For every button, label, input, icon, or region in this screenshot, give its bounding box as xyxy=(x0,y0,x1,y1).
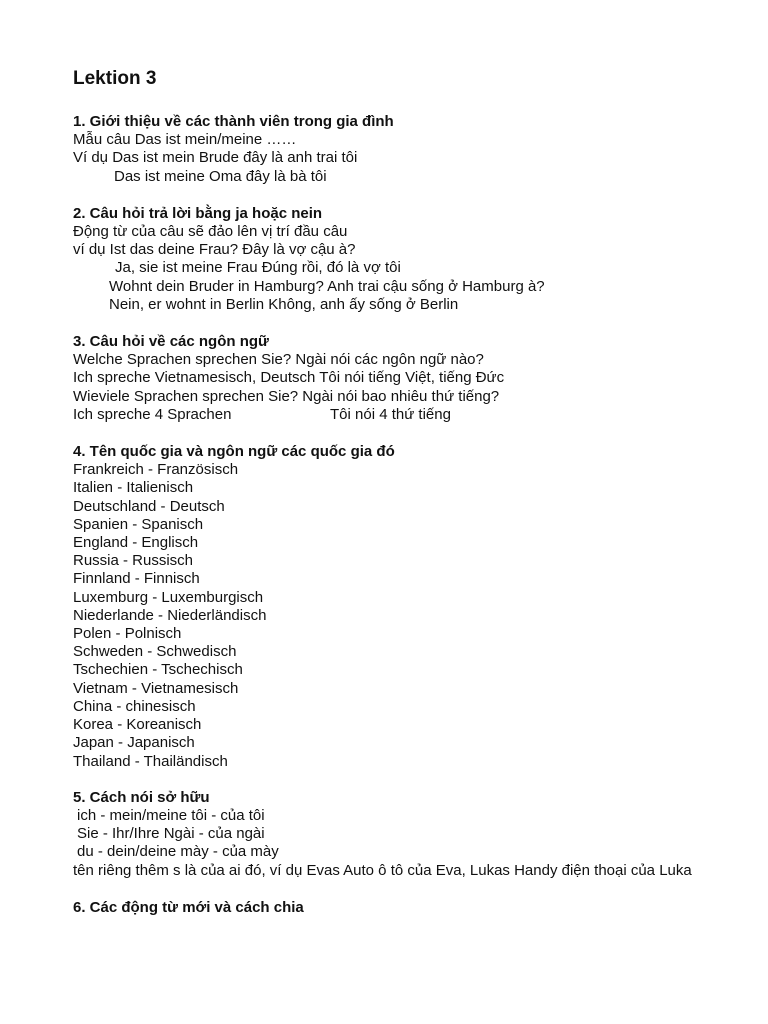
text-line: du - dein/deine mày - của mày xyxy=(77,843,279,861)
list-item: Spanien - Spanisch xyxy=(73,515,204,533)
text-line: Welche Sprachen sprechen Sie? Ngài nói các ngôn ngữ nào? xyxy=(73,351,484,369)
list-item: Italien - Italienisch xyxy=(73,479,194,497)
text-line: ví dụ Ist das deine Frau? Đây là vợ cậu à? xyxy=(73,241,356,259)
text-line: Ví dụ Das ist mein Brude đây là anh trai tôi xyxy=(73,149,358,167)
list-item: Luxemburg - Luxemburgisch xyxy=(73,588,264,606)
text-line: Nein, er wohnt in Berlin Không, anh ấy sống ở Berlin xyxy=(109,295,459,313)
section-2 xyxy=(73,205,693,314)
list-item: Schweden - Schwedisch xyxy=(73,643,237,661)
text-line: Sie - Ihr/Ihre Ngài - của ngài xyxy=(77,825,265,843)
text-line: Ich spreche Vietnamesisch, Deutsch Tôi nói tiếng Việt, tiếng Đức xyxy=(73,369,505,387)
document-page xyxy=(73,66,693,917)
list-item: Japan - Japanisch xyxy=(73,734,195,752)
list-item: Russia - Russisch xyxy=(73,552,194,570)
section-heading: 6. Các động từ mới và cách chia xyxy=(73,898,304,916)
list-item: Polen - Polnisch xyxy=(73,625,182,643)
section-5 xyxy=(73,789,693,880)
list-item: Deutschland - Deutsch xyxy=(73,497,225,515)
tab-left-text: Ich spreche 4 Sprachen xyxy=(73,405,232,423)
section-4 xyxy=(73,443,693,771)
section-heading: 1. Giới thiệu về các thành viên trong gia đình xyxy=(73,113,394,130)
section-heading: 3. Câu hỏi về các ngôn ngữ xyxy=(73,333,269,351)
section-heading: 4. Tên quốc gia và ngôn ngữ các quốc gia đó xyxy=(73,443,395,461)
list-item: Thailand - Thailändisch xyxy=(73,752,228,770)
list-item: Frankreich - Französisch xyxy=(73,461,239,479)
list-item: Niederlande - Niederländisch xyxy=(73,606,267,624)
page-title: Lektion 3 xyxy=(73,68,157,89)
list-item: Tschechien - Tschechisch xyxy=(73,661,243,679)
section-1 xyxy=(73,113,693,186)
section-6 xyxy=(73,899,693,917)
section-3 xyxy=(73,333,693,424)
text-line: Động từ của câu sẽ đảo lên vị trí đầu câu xyxy=(73,223,348,241)
list-item: China - chinesisch xyxy=(73,697,196,715)
section-heading: 5. Cách nói sở hữu xyxy=(73,788,210,806)
list-item: Korea - Koreanisch xyxy=(73,716,202,734)
text-line xyxy=(73,406,693,424)
list-item: Finnland - Finnisch xyxy=(73,570,200,588)
text-line: Wieviele Sprachen sprechen Sie? Ngài nói bao nhiêu thứ tiếng? xyxy=(73,387,500,405)
text-line: Ja, sie ist meine Frau Đúng rồi, đó là vợ tôi xyxy=(115,259,401,277)
text-line: Wohnt dein Bruder in Hamburg? Anh trai cậu sống ở Hamburg à? xyxy=(109,277,545,295)
tab-right-text: Tôi nói 4 thứ tiếng xyxy=(330,405,451,423)
paragraph: tên riêng thêm s là của ai đó, ví dụ Evas Auto ô tô của Eva, Lukas Handy điện thoại của Luka xyxy=(73,861,692,879)
text-line: Das ist meine Oma đây là bà tôi xyxy=(114,167,327,185)
text-line: ich - mein/meine tôi - của tôi xyxy=(77,806,265,824)
list-item: Vietnam - Vietnamesisch xyxy=(73,679,239,697)
section-heading: 2. Câu hỏi trả lời bằng ja hoặc nein xyxy=(73,204,323,222)
list-item: England - Englisch xyxy=(73,534,199,552)
text-line: Mẫu câu Das ist mein/meine …… xyxy=(73,131,297,149)
